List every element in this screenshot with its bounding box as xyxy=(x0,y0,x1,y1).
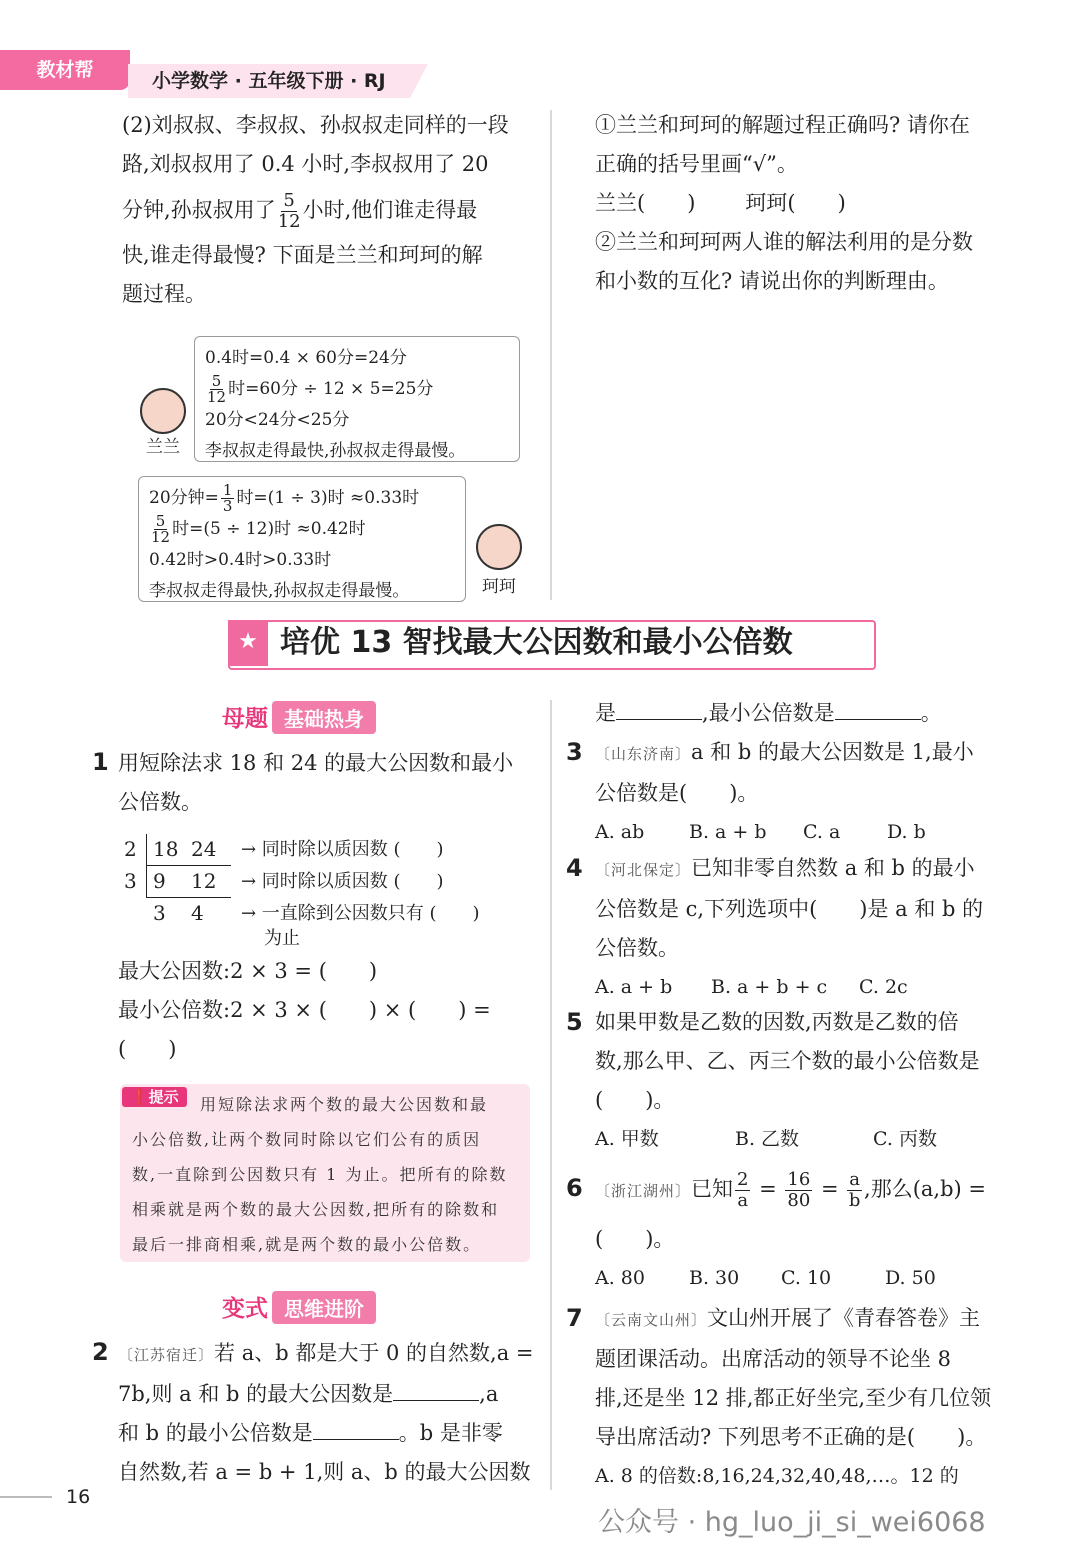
keke-solution-bubble xyxy=(138,476,466,602)
option[interactable]: C. 丙数 xyxy=(873,1128,937,1150)
q6-text-a: 已知 xyxy=(691,1177,734,1201)
column-divider-bottom xyxy=(550,700,552,1490)
problem-text xyxy=(122,106,542,314)
lanlan-line-2 xyxy=(205,374,509,405)
question-number: 6 xyxy=(566,1174,583,1202)
option[interactable]: D. b xyxy=(887,821,926,843)
dividend-b: 24 xyxy=(191,834,231,866)
q3-text xyxy=(595,733,1025,852)
frac-denominator: 80 xyxy=(787,1190,811,1211)
source-tag: 〔山东济南〕 xyxy=(595,745,692,763)
frac-denominator: b xyxy=(848,1190,861,1211)
q1-text xyxy=(118,744,538,822)
option[interactable]: B. a + b xyxy=(689,821,767,843)
q3-line1-text: a 和 b 的最大公因数是 1,最小 xyxy=(691,740,974,764)
division-row xyxy=(124,898,480,929)
question-number: 3 xyxy=(566,738,583,766)
section-label-basic xyxy=(222,700,376,734)
keke-line-2 xyxy=(149,514,455,545)
q5-line3: ( )。 xyxy=(595,1088,675,1112)
frac-denominator: 12 xyxy=(207,388,227,406)
frac-numerator: 5 xyxy=(283,190,295,211)
q2-text xyxy=(118,1334,543,1492)
divisor xyxy=(124,898,146,929)
q7-line3: 排,还是坐 12 排,都正好坐完,至少有几位领 xyxy=(595,1386,992,1410)
problem-line-5: 题过程。 xyxy=(122,282,206,306)
question-number: 4 xyxy=(566,854,583,882)
question-number: 7 xyxy=(566,1304,583,1332)
frac-numerator: a xyxy=(849,1169,861,1190)
keke-name: 珂珂 xyxy=(482,577,516,597)
q4-line1-text: 已知非零自然数 a 和 b 的最小 xyxy=(691,856,975,880)
section-label-advanced xyxy=(222,1290,376,1324)
column-divider-top xyxy=(550,110,552,600)
lcm-line: 最小公倍数:2 × 3 × ( ) × ( ) = xyxy=(118,998,491,1022)
option[interactable]: C. 2c xyxy=(859,976,908,998)
division-note: → 同时除以质因数 ( ) xyxy=(241,839,444,860)
choice-lanlan: 兰兰( ) xyxy=(595,191,696,215)
option[interactable]: D. 50 xyxy=(885,1267,936,1289)
q6-text xyxy=(595,1160,1025,1298)
answer-blank[interactable] xyxy=(393,1380,479,1401)
q2-line3b: 。b 是非零 xyxy=(398,1421,503,1445)
answer-blank[interactable] xyxy=(835,699,921,720)
book-title: 小学数学 · 五年级下册 · RJ xyxy=(152,70,386,92)
section-sub-label: 思维进阶 xyxy=(272,1291,376,1324)
question-number: 5 xyxy=(566,1008,583,1036)
keke-avatar xyxy=(476,524,522,570)
frac-denominator: 12 xyxy=(277,211,301,232)
right-top-questions xyxy=(595,106,1025,301)
question-number: 1 xyxy=(92,748,109,776)
q2-line3a: 和 b 的最小公倍数是 xyxy=(118,1421,313,1445)
problem-line-3 xyxy=(122,184,542,236)
source-tag: 〔云南文山州〕 xyxy=(595,1311,708,1329)
dividend-b: 12 xyxy=(191,866,231,898)
option[interactable]: B. 乙数 xyxy=(735,1128,800,1150)
tip-line-2: 小公倍数,让两个数同时除以它们公有的质因 xyxy=(132,1130,482,1149)
q-part2-line1: ②兰兰和珂珂两人谁的解法利用的是分数 xyxy=(595,230,973,254)
q2-continuation xyxy=(595,694,1025,733)
quotient-a: 3 xyxy=(153,901,166,925)
lanlan-solution-bubble xyxy=(194,336,520,462)
frac-denominator: 12 xyxy=(151,528,171,546)
frac-numerator: 5 xyxy=(155,512,166,530)
q2-cont-b: ,最小公倍数是 xyxy=(702,701,835,725)
tip-line-5: 最后一排商相乘,就是两个数的最小公倍数。 xyxy=(132,1235,482,1254)
q5-line1: 如果甲数是乙数的因数,丙数是乙数的倍 xyxy=(595,1010,959,1034)
page-number: 16 xyxy=(66,1486,91,1508)
fraction xyxy=(785,1170,812,1211)
tip-line-3: 数,一直除到公因数只有 1 为止。把所有的除数 xyxy=(132,1165,508,1184)
short-division xyxy=(124,834,480,949)
frac-numerator: 5 xyxy=(211,372,222,390)
keke-line-1b: 时=(1 ÷ 3)时 ≈0.33时 xyxy=(236,488,420,508)
division-row xyxy=(124,834,480,866)
divisor: 3 xyxy=(124,869,137,893)
q-part1-line2: 正确的括号里画“√”。 xyxy=(595,152,798,176)
q3-options xyxy=(595,813,1025,852)
q-part1-line1: ①兰兰和珂珂的解题过程正确吗? 请你在 xyxy=(595,113,970,137)
dividend-a: 9 xyxy=(146,866,191,898)
division-row xyxy=(124,866,480,898)
keke-line-2-text: 时=(5 ÷ 12)时 ≈0.42时 xyxy=(172,519,366,539)
division-note: → 一直除到公因数只有 ( ) xyxy=(241,903,480,924)
lanlan-avatar xyxy=(140,388,186,434)
q4-options xyxy=(595,968,1025,1007)
q7-line1 xyxy=(595,1299,1025,1340)
q5-line2: 数,那么甲、乙、丙三个数的最小公倍数是 xyxy=(595,1049,980,1073)
tip-lines xyxy=(132,1122,524,1262)
q-part2-line2: 和小数的互化? 请说出你的判断理由。 xyxy=(595,269,949,293)
q5-text xyxy=(595,1003,1025,1159)
option[interactable]: A. 80 xyxy=(595,1267,645,1289)
frac-numerator: 16 xyxy=(787,1169,811,1190)
division-note-tail: 为止 xyxy=(264,928,300,949)
fraction xyxy=(151,514,170,545)
divisor: 2 xyxy=(124,837,137,861)
tip-label xyxy=(122,1086,187,1107)
q7-line5: A. 8 的倍数:8,16,24,32,40,48,…。12 的 xyxy=(595,1465,959,1487)
q3-line2: 公倍数是( )。 xyxy=(595,781,759,805)
q2-line2b: ,a xyxy=(479,1382,499,1406)
dividend-a: 18 xyxy=(146,834,191,866)
frac-denominator: 3 xyxy=(222,497,233,515)
brand-tag: 教材帮 xyxy=(0,50,130,90)
tip-line-1: 用短除法求两个数的最大公因数和最 xyxy=(200,1095,489,1114)
q2-line1-text: 若 a、b 都是大于 0 的自然数,a = xyxy=(214,1341,534,1365)
q6-line2: ( )。 xyxy=(595,1227,675,1251)
fraction xyxy=(221,483,235,514)
fraction xyxy=(278,191,301,232)
q7-text xyxy=(595,1299,1025,1496)
source-tag: 〔河北保定〕 xyxy=(595,861,692,879)
q2-cont-c: 。 xyxy=(920,701,942,725)
answer-blank[interactable] xyxy=(313,1419,399,1440)
q1-line1: 用短除法求 18 和 24 的最大公因数和最小 xyxy=(118,751,514,775)
lanlan-line-2-text: 时=60分 ÷ 12 × 5=25分 xyxy=(228,379,434,399)
q2-line1 xyxy=(118,1334,543,1375)
source-tag: 〔浙江湖州〕 xyxy=(595,1182,692,1200)
q4-line2: 公倍数是 c,下列选项中( )是 a 和 b 的 xyxy=(595,897,984,921)
q4-line3: 公倍数。 xyxy=(595,936,679,960)
option[interactable]: B. a + b + c xyxy=(711,976,828,998)
footer-rule xyxy=(0,1496,52,1498)
q2-line2 xyxy=(118,1375,543,1414)
problem-line-2: 路,刘叔叔用了 0.4 小时,李叔叔用了 20 xyxy=(122,152,489,176)
section-main-label: 母题 xyxy=(222,706,268,732)
frac-denominator: a xyxy=(737,1190,749,1211)
option[interactable]: C. a xyxy=(803,821,841,843)
q1-line2: 公倍数。 xyxy=(118,790,202,814)
question-number: 2 xyxy=(92,1338,109,1366)
q4-line1 xyxy=(595,849,1025,890)
choice-keke: 珂珂( ) xyxy=(745,191,846,215)
star-icon: ★ xyxy=(228,620,268,666)
keke-line-4: 李叔叔走得最快,孙叔叔走得最慢。 xyxy=(149,581,410,601)
problem-line-3b: 小时,他们谁走得最 xyxy=(302,198,478,222)
lanlan-line-1: 0.4时=0.4 × 60分=24分 xyxy=(205,348,407,368)
q6-text-b: ,那么(a,b) = xyxy=(864,1177,986,1201)
keke-line-3: 0.42时>0.4时>0.33时 xyxy=(149,550,332,570)
lcm-line-2: ( ) xyxy=(118,1037,177,1061)
option[interactable]: A. 甲数 xyxy=(595,1128,659,1150)
q4-text xyxy=(595,849,1025,1007)
section-main-label: 变式 xyxy=(222,1296,268,1322)
q7-line1-text: 文山州开展了《青春答卷》主 xyxy=(707,1306,981,1330)
q6-line1: 〔浙江湖州〕已知 $\frac{2}{a}$ = $\frac{16}{80}$ = $\frac{a}{b}$ ,那么(a,b) = xyxy=(595,1169,986,1211)
problem-line-3a: 分钟,孙叔叔用了 xyxy=(122,198,276,222)
option[interactable]: C. 10 xyxy=(781,1267,832,1289)
problem-line-4: 快,谁走得最慢? 下面是兰兰和珂珂的解 xyxy=(122,243,483,267)
option[interactable]: B. 30 xyxy=(689,1267,740,1289)
lanlan-name: 兰兰 xyxy=(146,437,180,457)
tip-line-4: 相乘就是两个数的最大公因数,把所有的除数和 xyxy=(132,1200,500,1219)
answer-blank[interactable] xyxy=(616,699,702,720)
keke-line-1 xyxy=(149,483,455,514)
q3-line1 xyxy=(595,733,1025,774)
q2-line3 xyxy=(118,1414,543,1453)
option[interactable]: A. ab xyxy=(595,821,645,843)
problem-line-1: (2)刘叔叔、李叔叔、孙叔叔走同样的一段 xyxy=(122,113,509,137)
lanlan-line-3: 20分<24分<25分 xyxy=(205,410,350,430)
section-sub-label: 基础热身 xyxy=(272,701,376,734)
option[interactable]: A. a + b xyxy=(595,976,673,998)
keke-line-1a: 20分钟= xyxy=(149,488,219,508)
fraction xyxy=(207,374,226,405)
choices-row xyxy=(595,184,1025,223)
section-title: 培优 13 智找最大公因数和最小公倍数 xyxy=(280,625,793,660)
q7-line2: 题团课活动。出席活动的领导不论坐 8 xyxy=(595,1347,952,1371)
gcd-line: 最大公因数:2 × 3 = ( ) xyxy=(118,959,378,983)
lanlan-line-4: 李叔叔走得最快,孙叔叔走得最慢。 xyxy=(205,441,466,461)
quotient-b: 4 xyxy=(191,901,204,925)
q5-options xyxy=(595,1120,1025,1159)
q2-line2a: 7b,则 a 和 b 的最大公因数是 xyxy=(118,1382,394,1406)
fraction xyxy=(847,1170,862,1211)
source-tag: 〔江苏宿迁〕 xyxy=(118,1346,215,1364)
q2-line4: 自然数,若 a = b + 1,则 a、b 的最大公因数 xyxy=(118,1460,531,1484)
division-note: → 同时除以质因数 ( ) xyxy=(241,871,444,892)
q2-cont-a: 是 xyxy=(595,701,616,725)
tip-label-text: ❗提示 xyxy=(122,1087,187,1107)
watermark: 公众号 · hg_luo_ji_si_wei6068 xyxy=(598,1507,986,1538)
q7-line4: 导出席活动? 下列思考不正确的是( )。 xyxy=(595,1425,987,1449)
frac-numerator: 2 xyxy=(737,1169,749,1190)
q1-answers xyxy=(118,952,538,1069)
frac-numerator: 1 xyxy=(222,481,233,499)
q6-options xyxy=(595,1259,1025,1298)
fraction xyxy=(735,1170,750,1211)
